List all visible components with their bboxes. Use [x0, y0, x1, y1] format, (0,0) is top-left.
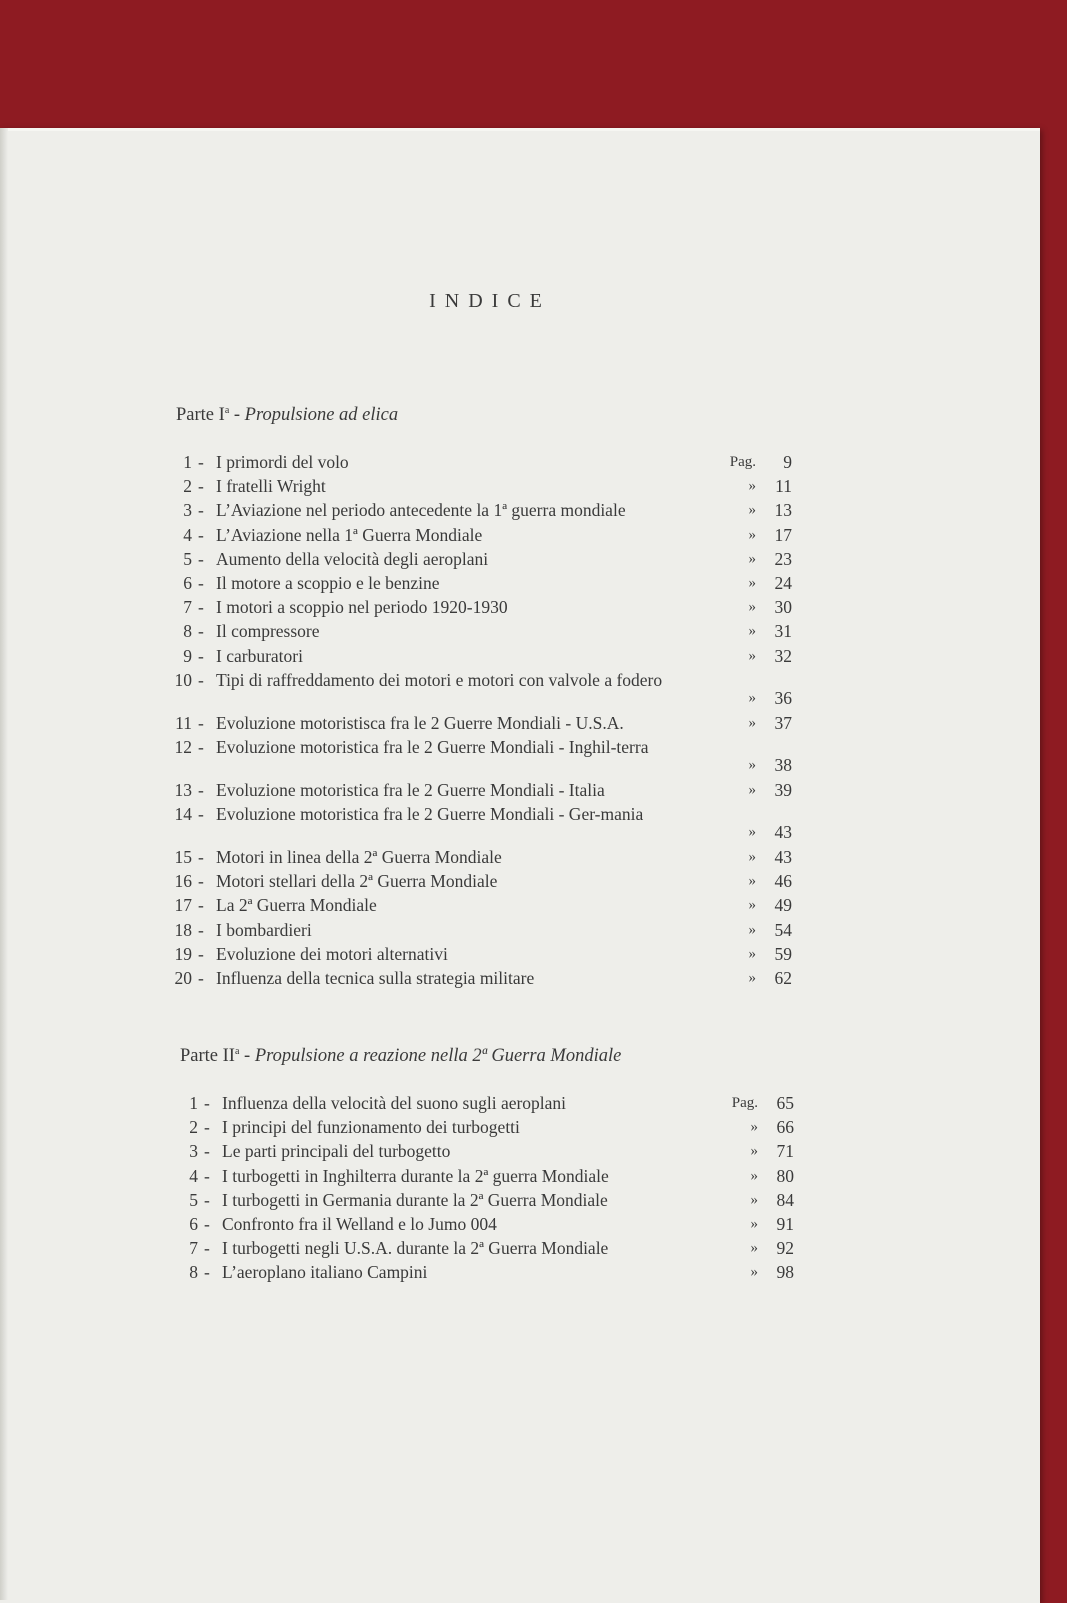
- toc-entry-title: I turbogetti in Inghilterra durante la 2ª guerra Mondiale: [222, 1165, 609, 1186]
- toc-entry: [170, 595, 792, 619]
- toc-entry-dash: -: [198, 524, 204, 545]
- toc-entry-page-number: 17: [774, 524, 792, 545]
- toc-entry-dash: -: [204, 1262, 210, 1283]
- toc-entry: [170, 711, 792, 735]
- toc-entry-dash: -: [204, 1238, 210, 1259]
- toc-entry-page-ref: »: [750, 1215, 758, 1232]
- toc-entry-dash: -: [204, 1213, 210, 1234]
- toc-entry-page-number: 9: [783, 452, 792, 472]
- part1-toc: [170, 450, 792, 990]
- toc-entry: [176, 1188, 794, 1212]
- toc-entry-page-number: 32: [774, 645, 792, 666]
- toc-entry: [176, 1236, 794, 1260]
- toc-entry-dash: -: [204, 1165, 210, 1186]
- toc-entry: [176, 1260, 794, 1284]
- toc-entry-number: 2: [183, 476, 192, 497]
- toc-entry: [170, 893, 792, 917]
- toc-entry-page-ref: »: [748, 781, 756, 798]
- toc-entry-title: I principi del funzionamento dei turbogetti: [222, 1117, 520, 1138]
- part2-subtitle: - Propulsione a reazione nella 2ª Guerra Mondiale: [244, 1046, 622, 1067]
- toc-entry-page-number: 38: [774, 754, 792, 775]
- toc-entry-dash: -: [198, 736, 204, 757]
- toc-entry-page-ref: Pag.: [731, 1095, 758, 1111]
- toc-entry-page-ref: »: [750, 1167, 758, 1184]
- toc-entry: [170, 619, 792, 643]
- toc-entry-title: Influenza della velocità del suono sugli aeroplani: [222, 1093, 567, 1113]
- toc-entry-dash: -: [198, 968, 204, 988]
- toc-entry-page-ref: »: [748, 970, 756, 986]
- part1-heading: [176, 405, 398, 426]
- toc-entry-page-ref: »: [750, 1191, 758, 1208]
- toc-entry-title: I fratelli Wright: [216, 476, 326, 497]
- toc-entry-page-number: 37: [774, 712, 792, 733]
- toc-entry-dash: -: [204, 1189, 210, 1210]
- toc-entry-dash: -: [198, 500, 204, 521]
- toc-entry-number: 4: [183, 524, 192, 545]
- toc-entry-title: Aumento della velocità degli aeroplani: [216, 548, 489, 569]
- toc-entry-number: 2: [189, 1117, 198, 1138]
- toc-entry: [176, 1212, 794, 1236]
- toc-entry: [170, 668, 792, 711]
- toc-entry-page-ref: »: [748, 897, 756, 914]
- toc-entry-title: Il compressore: [216, 621, 320, 642]
- toc-entry-page-ref: »: [748, 647, 756, 664]
- toc-entry-number: 8: [183, 621, 192, 642]
- toc-entry-number: 20: [174, 968, 192, 988]
- toc-entry-title: L’Aviazione nella 1ª Guerra Mondiale: [216, 524, 483, 545]
- toc-entry: [170, 523, 792, 547]
- toc-entry-page-number: 59: [774, 943, 792, 964]
- toc-entry: [176, 1139, 794, 1163]
- part2-toc: [176, 1091, 794, 1285]
- toc-entry: [170, 966, 792, 990]
- toc-entry-dash: -: [198, 452, 204, 472]
- toc-entry: [170, 644, 792, 668]
- toc-entry: [170, 918, 792, 942]
- toc-entry-number: 12: [174, 736, 192, 757]
- toc-entry-number: 10: [174, 669, 192, 690]
- toc-entry-page-number: 54: [774, 919, 792, 940]
- toc-entry-title: I motori a scoppio nel periodo 1920-1930: [216, 597, 508, 618]
- toc-entry-number: 8: [189, 1262, 198, 1283]
- toc-entry-title: I turbogetti negli U.S.A. durante la 2ª Guerra Mondiale: [222, 1238, 609, 1259]
- toc-entry-page-number: 84: [776, 1189, 794, 1210]
- toc-entry-number: 13: [174, 779, 192, 800]
- toc-entry-page-ref: »: [748, 689, 756, 706]
- toc-entry-page-number: 31: [774, 621, 792, 642]
- toc-entry-dash: -: [198, 779, 204, 800]
- toc-entry-page-ref: »: [750, 1119, 758, 1136]
- toc-entry: [170, 802, 792, 845]
- toc-entry-page-ref: »: [748, 756, 756, 773]
- toc-entry-title: Il motore a scoppio e le benzine: [216, 572, 440, 593]
- toc-entry-page-number: 71: [776, 1141, 794, 1162]
- toc-entry-title: La 2ª Guerra Mondiale: [216, 895, 377, 916]
- toc-entry-number: 1: [189, 1093, 198, 1113]
- toc-entry-dash: -: [204, 1117, 210, 1138]
- toc-entry-title: Motori stellari della 2ª Guerra Mondiale: [216, 871, 498, 892]
- toc-entry-page-ref: »: [748, 824, 756, 841]
- toc-entry-number: 16: [174, 871, 192, 892]
- toc-entry-title: Evoluzione dei motori alternativi: [216, 943, 448, 964]
- toc-entry-dash: -: [198, 712, 204, 733]
- toc-entry: [170, 571, 792, 595]
- toc-entry-number: 11: [175, 712, 192, 733]
- toc-entry-dash: -: [198, 804, 204, 825]
- toc-entry-dash: -: [204, 1093, 210, 1113]
- part1-subtitle: - Propulsione ad elica: [233, 405, 399, 426]
- toc-entry-title: L’aeroplano italiano Campini: [222, 1262, 428, 1283]
- toc-entry-number: 7: [189, 1238, 198, 1259]
- toc-entry-title: Evoluzione motoristica fra le 2 Guerre Mondiali - Italia: [216, 779, 605, 800]
- toc-entry-page-ref: Pag.: [729, 454, 756, 470]
- toc-entry: [170, 869, 792, 893]
- toc-entry-title: Evoluzione motoristica fra le 2 Guerre Mondiali - Inghil-terra: [216, 736, 649, 757]
- toc-entry-number: 3: [189, 1141, 198, 1162]
- toc-entry: [170, 942, 792, 966]
- toc-entry-page-ref: »: [750, 1264, 758, 1281]
- part2-heading: [180, 1046, 621, 1067]
- toc-entry-page-number: 30: [774, 597, 792, 618]
- toc-entry-dash: -: [204, 1141, 210, 1162]
- toc-entry-title: Evoluzione motoristisca fra le 2 Guerre Mondiali - U.S.A.: [216, 712, 624, 733]
- toc-entry: [176, 1115, 794, 1139]
- toc-entry-dash: -: [198, 895, 204, 916]
- toc-entry-page-number: 66: [776, 1117, 794, 1138]
- toc-entry-title: Le parti principali del turbogetto: [222, 1141, 451, 1162]
- toc-entry-page-ref: »: [748, 526, 756, 543]
- toc-entry-number: 6: [183, 572, 192, 593]
- toc-entry-dash: -: [198, 645, 204, 666]
- toc-entry-page-number: 46: [774, 871, 792, 892]
- toc-entry-number: 18: [174, 919, 192, 940]
- part2-label: Parte II: [180, 1046, 235, 1067]
- toc-entry-page-number: 65: [776, 1093, 794, 1113]
- toc-entry-page-ref: »: [748, 550, 756, 567]
- toc-entry: [170, 474, 792, 498]
- toc-entry-page-number: 91: [776, 1213, 794, 1234]
- toc-entry-page-number: 11: [775, 476, 792, 497]
- toc-entry-page-ref: »: [748, 574, 756, 591]
- toc-entry-number: 14: [174, 804, 192, 825]
- toc-entry-page-ref: »: [748, 599, 756, 616]
- page-title: INDICE: [429, 290, 551, 312]
- toc-entry-number: 6: [189, 1213, 198, 1234]
- toc-entry: [176, 1091, 794, 1115]
- toc-entry-page-ref: »: [748, 945, 756, 962]
- toc-entry-page-number: 92: [776, 1238, 794, 1259]
- toc-entry-page-ref: »: [748, 921, 756, 938]
- toc-entry-dash: -: [198, 847, 204, 868]
- toc-entry-title: I bombardieri: [216, 919, 312, 940]
- toc-entry-page-number: 24: [774, 572, 792, 593]
- toc-entry-title: L’Aviazione nel periodo antecedente la 1ª guerra mondiale: [216, 500, 626, 521]
- toc-entry-dash: -: [198, 621, 204, 642]
- toc-entry-number: 1: [183, 452, 192, 472]
- toc-entry-number: 9: [183, 645, 192, 666]
- toc-entry-page-number: 49: [774, 895, 792, 916]
- toc-entry-page-ref: »: [748, 623, 756, 640]
- toc-entry-page-number: 13: [774, 500, 792, 521]
- toc-entry-page-number: 80: [776, 1165, 794, 1186]
- toc-entry-dash: -: [198, 669, 204, 690]
- toc-entry-page-number: 39: [774, 779, 792, 800]
- toc-entry-title: I carburatori: [216, 645, 303, 666]
- toc-entry-dash: -: [198, 943, 204, 964]
- part1-label: Parte I: [176, 405, 225, 426]
- toc-entry-number: 5: [183, 548, 192, 569]
- toc-entry-number: 19: [174, 943, 192, 964]
- toc-entry-title: I primordi del volo: [216, 452, 349, 472]
- toc-entry-dash: -: [198, 572, 204, 593]
- toc-entry-page-ref: »: [748, 714, 756, 731]
- toc-entry: [170, 735, 792, 778]
- toc-entry-page-ref: »: [748, 873, 756, 890]
- toc-entry-dash: -: [198, 871, 204, 892]
- toc-entry-title: Evoluzione motoristica fra le 2 Guerre Mondiali - Ger-mania: [216, 804, 644, 825]
- toc-entry-page-ref: »: [748, 478, 756, 495]
- toc-entry-page-ref: »: [748, 502, 756, 519]
- toc-entry-number: 15: [174, 847, 192, 868]
- toc-entry-number: 4: [189, 1165, 198, 1186]
- toc-entry-page-ref: »: [750, 1240, 758, 1257]
- toc-entry-dash: -: [198, 919, 204, 940]
- toc-entry-dash: -: [198, 597, 204, 618]
- part2-sup: a: [234, 1046, 240, 1057]
- toc-entry-title: Tipi di raffreddamento dei motori e motori con valvole a fodero: [216, 669, 663, 690]
- toc-entry-title: Motori in linea della 2ª Guerra Mondiale: [216, 847, 502, 868]
- toc-entry-page-number: 43: [774, 822, 792, 843]
- toc-entry-page-ref: »: [748, 849, 756, 866]
- page-spine: [0, 128, 8, 1600]
- toc-entry-dash: -: [198, 548, 204, 569]
- toc-entry-page-number: 62: [774, 968, 792, 988]
- toc-entry-dash: -: [198, 476, 204, 497]
- part1-sup: a: [224, 405, 230, 416]
- toc-entry-number: 5: [189, 1189, 198, 1210]
- toc-entry-page-number: 43: [774, 847, 792, 868]
- toc-entry: [170, 450, 792, 474]
- toc-entry-number: 3: [183, 500, 192, 521]
- toc-entry-title: Confronto fra il Welland e lo Jumo 004: [222, 1213, 497, 1234]
- toc-entry-number: 17: [174, 895, 192, 916]
- toc-entry-number: 7: [183, 597, 192, 618]
- toc-entry-page-number: 23: [774, 548, 792, 569]
- toc-entry-title: Influenza della tecnica sulla strategia militare: [216, 968, 535, 988]
- toc-entry-page-number: 36: [774, 687, 792, 708]
- toc-entry: [170, 547, 792, 571]
- toc-entry: [176, 1164, 794, 1188]
- toc-entry-page-ref: »: [750, 1143, 758, 1160]
- toc-entry: [170, 498, 792, 522]
- toc-entry-page-number: 98: [776, 1262, 794, 1283]
- toc-entry-title: I turbogetti in Germania durante la 2ª Guerra Mondiale: [222, 1189, 608, 1210]
- toc-entry: [170, 778, 792, 802]
- toc-entry: [170, 845, 792, 869]
